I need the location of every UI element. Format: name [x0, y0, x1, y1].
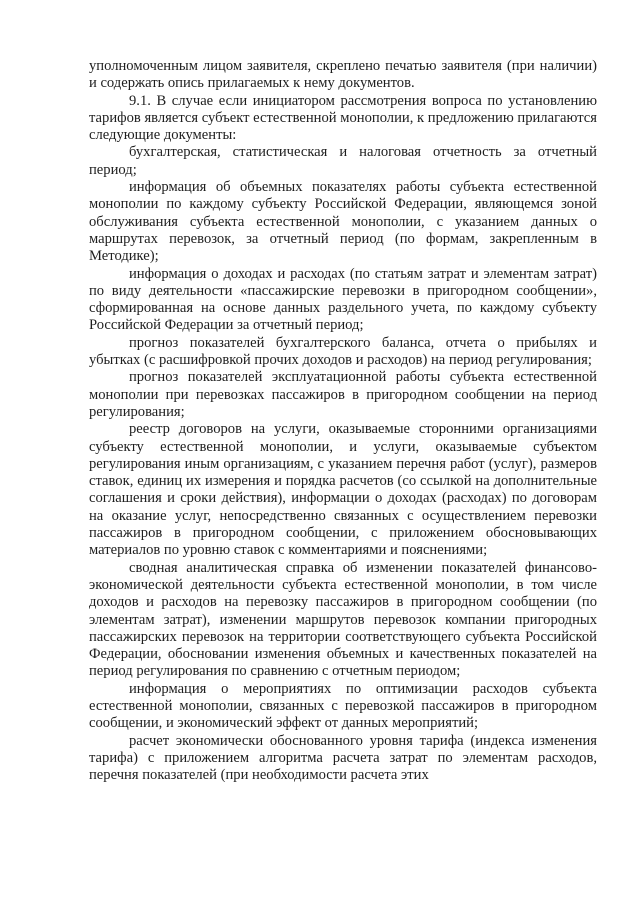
- paragraph-operations-forecast: прогноз показателей эксплуатационной работы субъекта естественной монополии при перевозках пассажиров в пригородном сообщении на период регулирования;: [89, 369, 597, 420]
- paragraph-contracts-register: реестр договоров на услуги, оказываемые сторонними организациями субъекту естественной монополии, и услуги, оказываемые субъектом регулирования иным организациям, с указанием перечня работ (услуг), размеров ставок, единиц их измерения и порядка расчетов (со ссылкой на дополнительные соглашения и сроки действия), информации о доходах (расходах) по договорам на оказание услуг, непосредственно связанных с осуществлением перевозки пассажиров в пригородном сообщении, с приложением обосновывающих материалов по уровню ставок с комментариями и пояснениями;: [89, 421, 597, 559]
- paragraph-balance-forecast: прогноз показателей бухгалтерского баланса, отчета о прибылях и убытках (с расшифровкой прочих доходов и расходов) на период регулирования;: [89, 334, 597, 369]
- paragraph-income-expenses: информация о доходах и расходах (по статьям затрат и элементам затрат) по виду деятельности «пассажирские перевозки в пригородном сообщении», сформированная на основе данных раздельного учета, по каждому субъекту Российской Федерации за отчетный период;: [89, 265, 597, 334]
- paragraph-optimization-measures: информация о мероприятиях по оптимизации расходов субъекта естественной монополии, связанных с перевозкой пассажиров в пригородном сообщении, и экономический эффект от данных мероприятий;: [89, 680, 597, 732]
- paragraph-tariff-calculation: расчет экономически обоснованного уровня тарифа (индекса изменения тарифа) с приложением алгоритма расчета затрат по элементам расходов, перечня показателей (при необходимости расчета этих: [89, 732, 597, 784]
- paragraph-9-1: 9.1. В случае если инициатором рассмотрения вопроса по установлению тарифов является субъект естественной монополии, к предложению прилагаются следующие документы:: [89, 92, 597, 144]
- paragraph-intro-continuation: уполномоченным лицом заявителя, скреплено печатью заявителя (при наличии) и содержать опись прилагаемых к нему документов.: [89, 58, 597, 92]
- document-page: [89, 58, 597, 784]
- paragraph-volume-indicators: информация об объемных показателях работы субъекта естественной монополии по каждому субъекту Российской Федерации, являющемся зоной обслуживания субъекта естественной монополии, с указанием данных о маршрутах перевозок, за отчетный период (по формам, закрепленным в Методике);: [89, 179, 597, 265]
- paragraph-analytical-summary: сводная аналитическая справка об изменении показателей финансово-экономической деятельности субъекта естественной монополии, в том числе доходов и расходов на перевозку пассажиров в пригородном сообщении (по элементам затрат), изменении маршрутов перевозок компании пригородных пассажирских перевозок на территории соответствующего субъекта Российской Федерации, обосновании изменения объемных и качественных показателей на период регулирования по сравнению с отчетным периодом;: [89, 559, 597, 680]
- paragraph-accounting-reports: бухгалтерская, статистическая и налоговая отчетность за отчетный период;: [89, 144, 597, 178]
